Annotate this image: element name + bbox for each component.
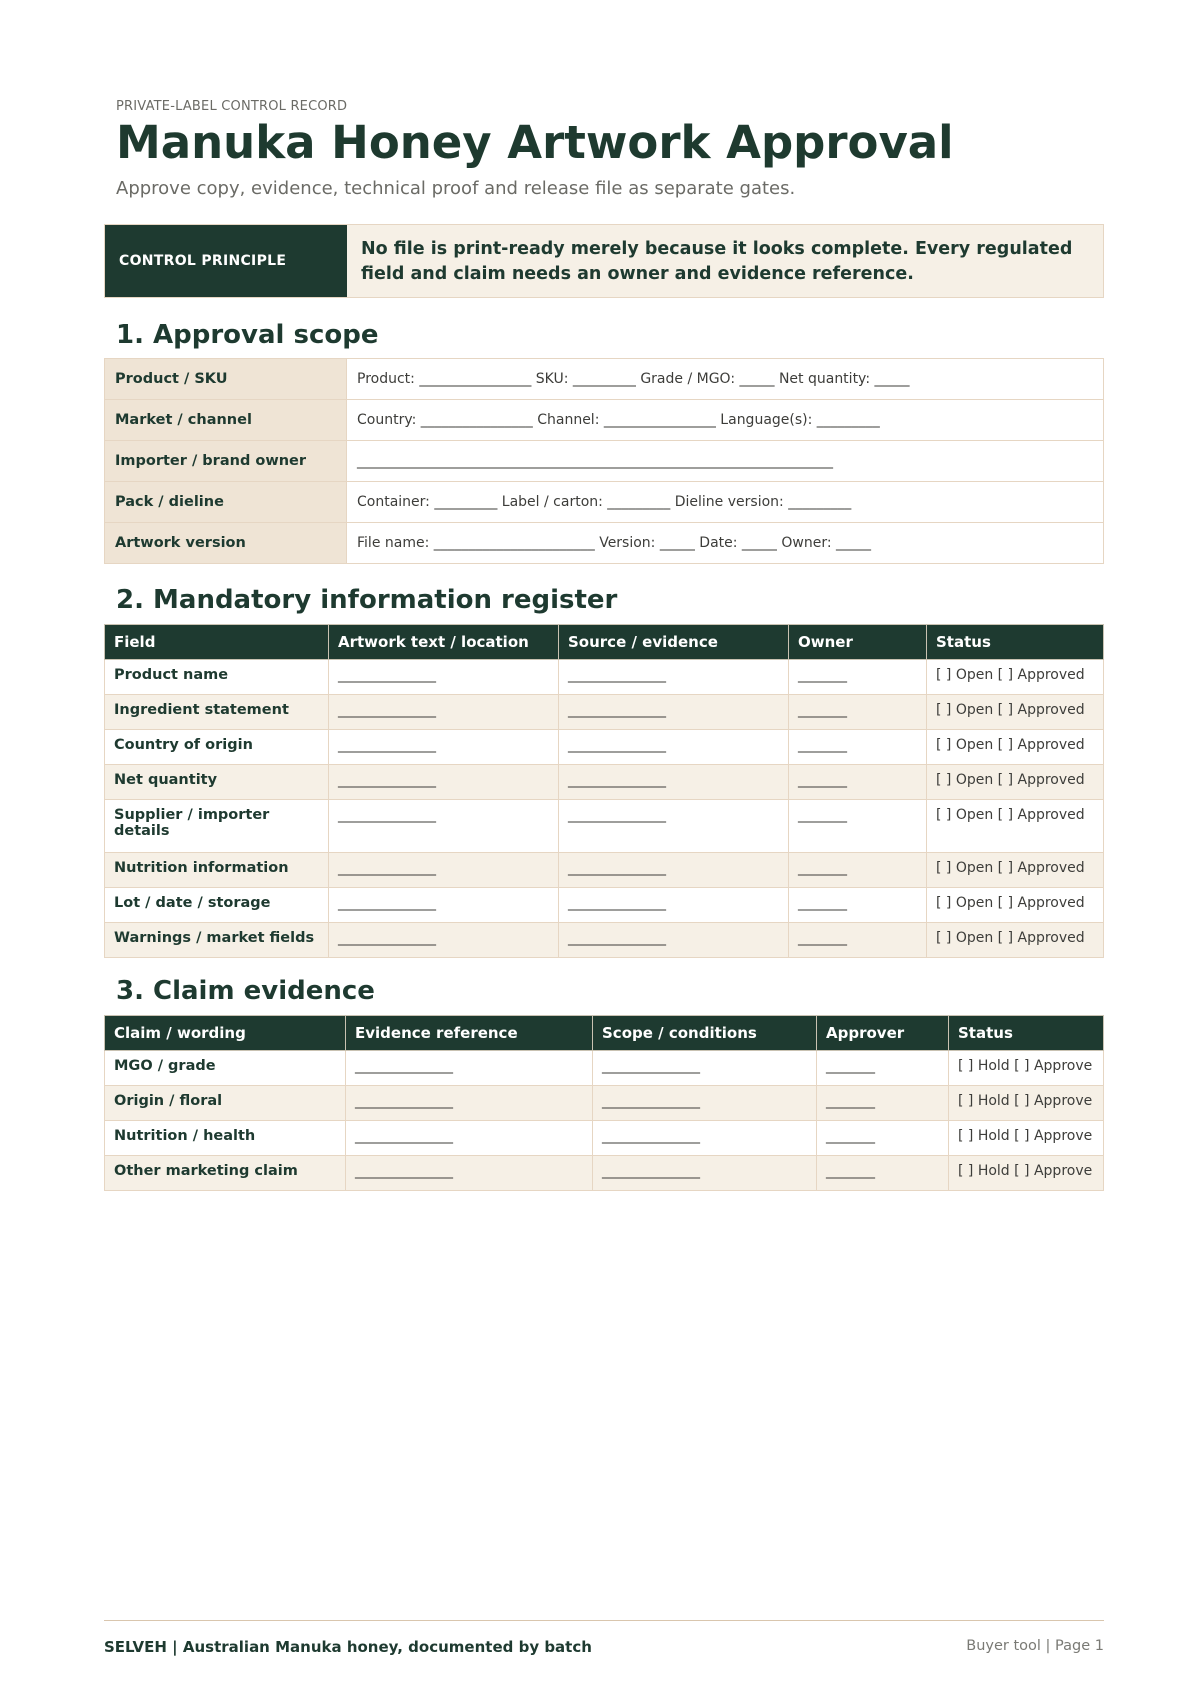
scope-conditions-blank[interactable]: ______________ <box>593 1086 817 1121</box>
status-checkboxes[interactable]: [ ] Hold [ ] Approve <box>949 1156 1104 1191</box>
register-field-name: Product name <box>105 660 329 695</box>
column-header: Artwork text / location <box>329 625 559 660</box>
approver-blank[interactable]: _______ <box>817 1051 949 1086</box>
scope-field-label: Product / SKU <box>105 359 347 400</box>
scope-field-value[interactable]: Country: ________________ Channel: ________________ Language(s): _________ <box>347 400 1104 441</box>
owner-blank[interactable]: _______ <box>789 888 927 923</box>
column-header: Claim / wording <box>105 1016 346 1051</box>
scope-field-value[interactable]: ____________________________________________________________________ <box>347 441 1104 482</box>
page-title: Manuka Honey Artwork Approval <box>116 116 954 169</box>
column-header: Scope / conditions <box>593 1016 817 1051</box>
table-row <box>105 1156 1104 1191</box>
artwork-text-blank[interactable]: ______________ <box>329 695 559 730</box>
source-evidence-blank[interactable]: ______________ <box>559 923 789 958</box>
approver-blank[interactable]: _______ <box>817 1121 949 1156</box>
approver-blank[interactable]: _______ <box>817 1156 949 1191</box>
table-row <box>105 695 1104 730</box>
artwork-text-blank[interactable]: ______________ <box>329 765 559 800</box>
claim-wording: Other marketing claim <box>105 1156 346 1191</box>
source-evidence-blank[interactable]: ______________ <box>559 800 789 853</box>
status-checkboxes[interactable]: [ ] Hold [ ] Approve <box>949 1121 1104 1156</box>
register-field-name: Supplier / importer details <box>105 800 329 853</box>
owner-blank[interactable]: _______ <box>789 800 927 853</box>
source-evidence-blank[interactable]: ______________ <box>559 660 789 695</box>
footer-brand-text: SELVEH | Australian Manuka honey, documented by batch <box>104 1638 592 1656</box>
section-heading-claim-evidence: 3. Claim evidence <box>116 976 375 1006</box>
source-evidence-blank[interactable]: ______________ <box>559 853 789 888</box>
section-heading-mandatory-register: 2. Mandatory information register <box>116 585 618 615</box>
evidence-reference-blank[interactable]: ______________ <box>346 1086 593 1121</box>
scope-conditions-blank[interactable]: ______________ <box>593 1121 817 1156</box>
column-header: Status <box>927 625 1104 660</box>
source-evidence-blank[interactable]: ______________ <box>559 765 789 800</box>
table-row <box>105 523 1104 564</box>
scope-field-value[interactable]: Container: _________ Label / carton: _________ Dieline version: _________ <box>347 482 1104 523</box>
artwork-text-blank[interactable]: ______________ <box>329 800 559 853</box>
table-row <box>105 765 1104 800</box>
table-row <box>105 1121 1104 1156</box>
record-type-label: PRIVATE-LABEL CONTROL RECORD <box>116 99 348 114</box>
claim-wording: MGO / grade <box>105 1051 346 1086</box>
status-checkboxes[interactable]: [ ] Open [ ] Approved <box>927 765 1104 800</box>
owner-blank[interactable]: _______ <box>789 923 927 958</box>
control-principle-box <box>104 224 1104 298</box>
table-row <box>105 888 1104 923</box>
status-checkboxes[interactable]: [ ] Open [ ] Approved <box>927 923 1104 958</box>
mandatory-information-table <box>104 624 1104 958</box>
table-row <box>105 359 1104 400</box>
owner-blank[interactable]: _______ <box>789 765 927 800</box>
claim-wording: Origin / floral <box>105 1086 346 1121</box>
artwork-text-blank[interactable]: ______________ <box>329 923 559 958</box>
scope-field-label: Importer / brand owner <box>105 441 347 482</box>
artwork-text-blank[interactable]: ______________ <box>329 888 559 923</box>
artwork-text-blank[interactable]: ______________ <box>329 660 559 695</box>
artwork-text-blank[interactable]: ______________ <box>329 853 559 888</box>
source-evidence-blank[interactable]: ______________ <box>559 730 789 765</box>
evidence-reference-blank[interactable]: ______________ <box>346 1156 593 1191</box>
footer-divider <box>104 1620 1104 1621</box>
status-checkboxes[interactable]: [ ] Open [ ] Approved <box>927 730 1104 765</box>
table-header-row <box>105 625 1104 660</box>
source-evidence-blank[interactable]: ______________ <box>559 695 789 730</box>
register-field-name: Country of origin <box>105 730 329 765</box>
scope-field-label: Market / channel <box>105 400 347 441</box>
table-header-row <box>105 1016 1104 1051</box>
scope-field-label: Artwork version <box>105 523 347 564</box>
artwork-text-blank[interactable]: ______________ <box>329 730 559 765</box>
footer-page-info: Buyer tool | Page 1 <box>966 1638 1104 1654</box>
status-checkboxes[interactable]: [ ] Open [ ] Approved <box>927 888 1104 923</box>
table-row <box>105 660 1104 695</box>
table-row <box>105 1051 1104 1086</box>
table-row <box>105 441 1104 482</box>
table-row <box>105 853 1104 888</box>
table-row <box>105 923 1104 958</box>
source-evidence-blank[interactable]: ______________ <box>559 888 789 923</box>
column-header: Owner <box>789 625 927 660</box>
owner-blank[interactable]: _______ <box>789 730 927 765</box>
column-header: Approver <box>817 1016 949 1051</box>
page-subtitle: Approve copy, evidence, technical proof and release file as separate gates. <box>116 178 796 199</box>
register-field-name: Ingredient statement <box>105 695 329 730</box>
column-header: Field <box>105 625 329 660</box>
control-principle-label: CONTROL PRINCIPLE <box>105 225 347 297</box>
register-field-name: Warnings / market fields <box>105 923 329 958</box>
section-heading-approval-scope: 1. Approval scope <box>116 320 379 350</box>
status-checkboxes[interactable]: [ ] Hold [ ] Approve <box>949 1051 1104 1086</box>
claim-wording: Nutrition / health <box>105 1121 346 1156</box>
table-row <box>105 482 1104 523</box>
owner-blank[interactable]: _______ <box>789 660 927 695</box>
owner-blank[interactable]: _______ <box>789 853 927 888</box>
table-row <box>105 800 1104 853</box>
status-checkboxes[interactable]: [ ] Hold [ ] Approve <box>949 1086 1104 1121</box>
status-checkboxes[interactable]: [ ] Open [ ] Approved <box>927 695 1104 730</box>
scope-conditions-blank[interactable]: ______________ <box>593 1051 817 1086</box>
evidence-reference-blank[interactable]: ______________ <box>346 1121 593 1156</box>
claim-evidence-table <box>104 1015 1104 1191</box>
evidence-reference-blank[interactable]: ______________ <box>346 1051 593 1086</box>
scope-conditions-blank[interactable]: ______________ <box>593 1156 817 1191</box>
table-row <box>105 730 1104 765</box>
control-principle-text: No file is print-ready merely because it looks complete. Every regulated field and claim needs an owner and evidence reference. <box>347 225 1103 297</box>
scope-field-value[interactable]: File name: _______________________ Version: _____ Date: _____ Owner: _____ <box>347 523 1104 564</box>
approver-blank[interactable]: _______ <box>817 1086 949 1121</box>
column-header: Source / evidence <box>559 625 789 660</box>
scope-field-value[interactable]: Product: ________________ SKU: _________ Grade / MGO: _____ Net quantity: _____ <box>347 359 1104 400</box>
column-header: Status <box>949 1016 1104 1051</box>
status-checkboxes[interactable]: [ ] Open [ ] Approved <box>927 853 1104 888</box>
register-field-name: Lot / date / storage <box>105 888 329 923</box>
table-row <box>105 400 1104 441</box>
scope-field-label: Pack / dieline <box>105 482 347 523</box>
register-field-name: Net quantity <box>105 765 329 800</box>
status-checkboxes[interactable]: [ ] Open [ ] Approved <box>927 660 1104 695</box>
column-header: Evidence reference <box>346 1016 593 1051</box>
owner-blank[interactable]: _______ <box>789 695 927 730</box>
approval-scope-table <box>104 358 1104 564</box>
table-row <box>105 1086 1104 1121</box>
status-checkboxes[interactable]: [ ] Open [ ] Approved <box>927 800 1104 853</box>
register-field-name: Nutrition information <box>105 853 329 888</box>
